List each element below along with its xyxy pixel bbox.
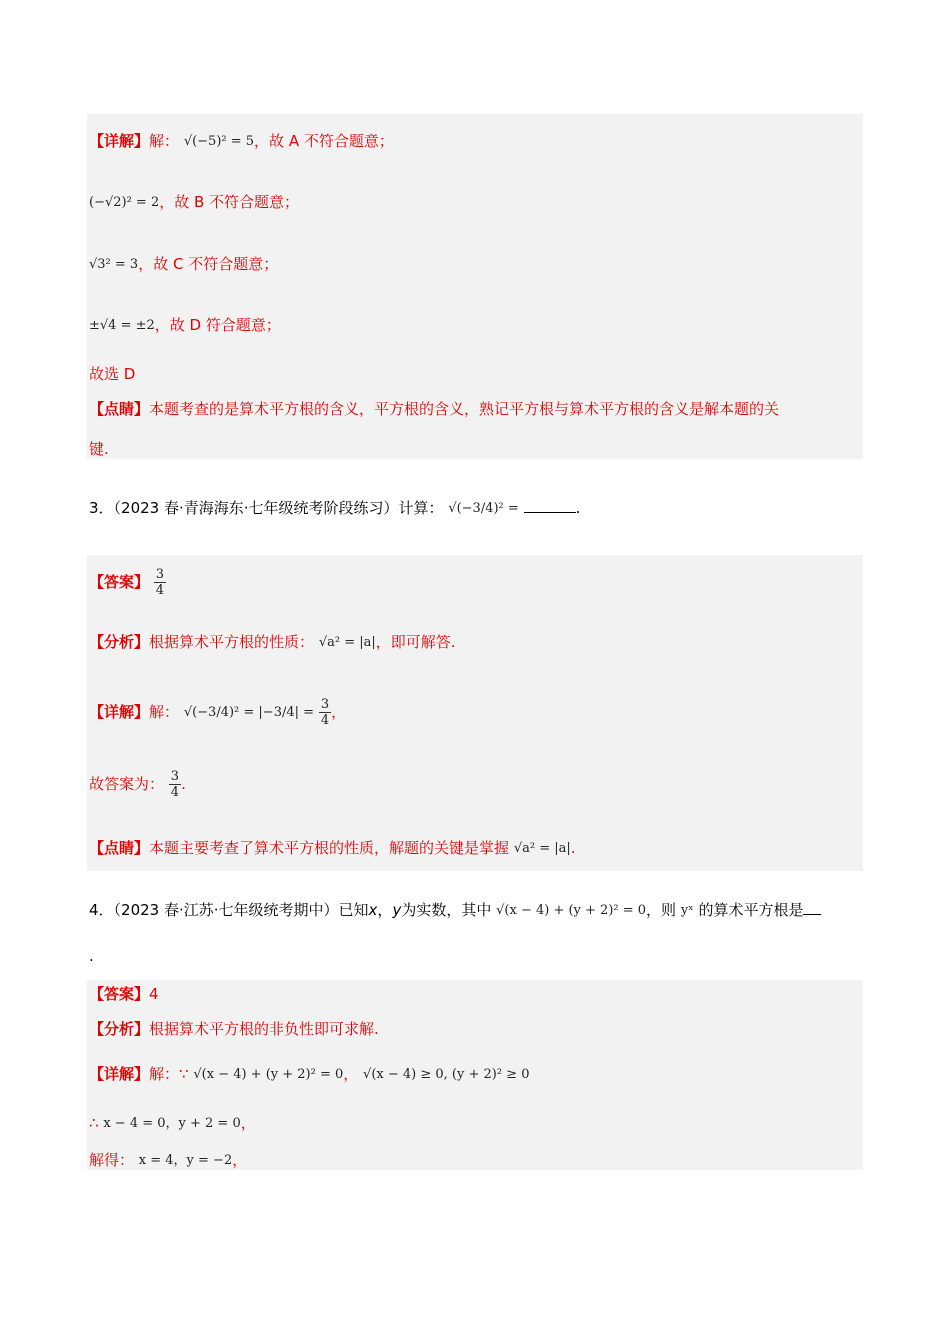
formula: √3² = 3 (89, 256, 139, 272)
result-fraction: $\frac{3}{4}$ (320, 697, 330, 728)
question-formula: √(x − 4) + (y + 2)² = 0 (496, 902, 647, 918)
formula: ±√4 = ±2 (89, 317, 155, 333)
detail-line: 【详解】解： √(−3/4)² = |−3/4| = $\frac{3}{4}$ ， (89, 692, 346, 733)
analysis-line: 【分析】根据算术平方根的性质： √a² = |a|，即可解答. (89, 633, 456, 651)
detail-line-a: 【详解】解： √(−5)² = 5，故 A 不符合题意； (89, 132, 394, 150)
choice-line: 故选 D (89, 365, 136, 383)
final-answer-line: 故答案为： $\frac{3}{4}$ . (89, 769, 186, 800)
formula: yˣ (680, 902, 694, 918)
answer-fraction: $\frac{3}{4}$ (155, 567, 165, 598)
detail-line-b: (−√2)² = 2，故 B 不符合题意； (89, 193, 300, 211)
note-line: 【点睛】本题主要考查了算术平方根的性质，解题的关键是掌握 √a² = |a|. (89, 839, 576, 857)
detail-line-d: ±√4 = ±2，故 D 符合题意； (89, 316, 281, 334)
question-4: 4．（2023 春·江苏·七年级统考期中）已知x，y为实数，其中 √(x − 4) + (y + 2)² = 0，则 yˣ 的算术平方根是 (89, 900, 821, 921)
note-line-cont: 键. (89, 440, 109, 458)
formula: x − 4 = 0，y + 2 = 0 (103, 1115, 241, 1131)
solve-line: 解得： x = 4，y = −2， (89, 1151, 248, 1169)
detail-line-c: √3² = 3，故 C 不符合题意； (89, 255, 279, 273)
question-formula: √(−3/4)² = (448, 500, 519, 516)
answer-blank (803, 902, 821, 915)
answer-blank (524, 500, 576, 513)
formula: √a² = |a| (513, 840, 571, 856)
final-fraction: $\frac{3}{4}$ (170, 769, 180, 800)
detail-line: 【详解】解：∵ √(x − 4) + (y + 2)² = 0， √(x − 4) ≥ 0, (y + 2)² ≥ 0 (89, 1065, 530, 1083)
formula: √(−3/4)² = |−3/4| = (183, 704, 315, 720)
answer-line: 【答案】4 (89, 985, 159, 1003)
formula: x = 4，y = −2 (138, 1152, 233, 1168)
therefore-line: ∴ x − 4 = 0，y + 2 = 0， (89, 1114, 256, 1132)
analysis-line: 【分析】根据算术平方根的非负性即可求解. (89, 1020, 379, 1038)
formula: (−√2)² = 2 (89, 194, 160, 210)
formula: √a² = |a| (318, 634, 376, 650)
formula: √(−5)² = 5 (183, 133, 255, 149)
question-4-cont: . (89, 947, 94, 965)
answer-line: 【答案】 $\frac{3}{4}$ (89, 567, 165, 598)
question-3: 3．（2023 春·青海海东·七年级统考阶段练习）计算： √(−3/4)² = . (89, 499, 581, 517)
note-line: 【点睛】本题考查的是算术平方根的含义，平方根的含义，熟记平方根与算术平方根的含义是解本题的关 (89, 400, 780, 418)
formula: √(x − 4) ≥ 0, (y + 2)² ≥ 0 (363, 1066, 530, 1082)
formula: √(x − 4) + (y + 2)² = 0 (193, 1066, 344, 1082)
